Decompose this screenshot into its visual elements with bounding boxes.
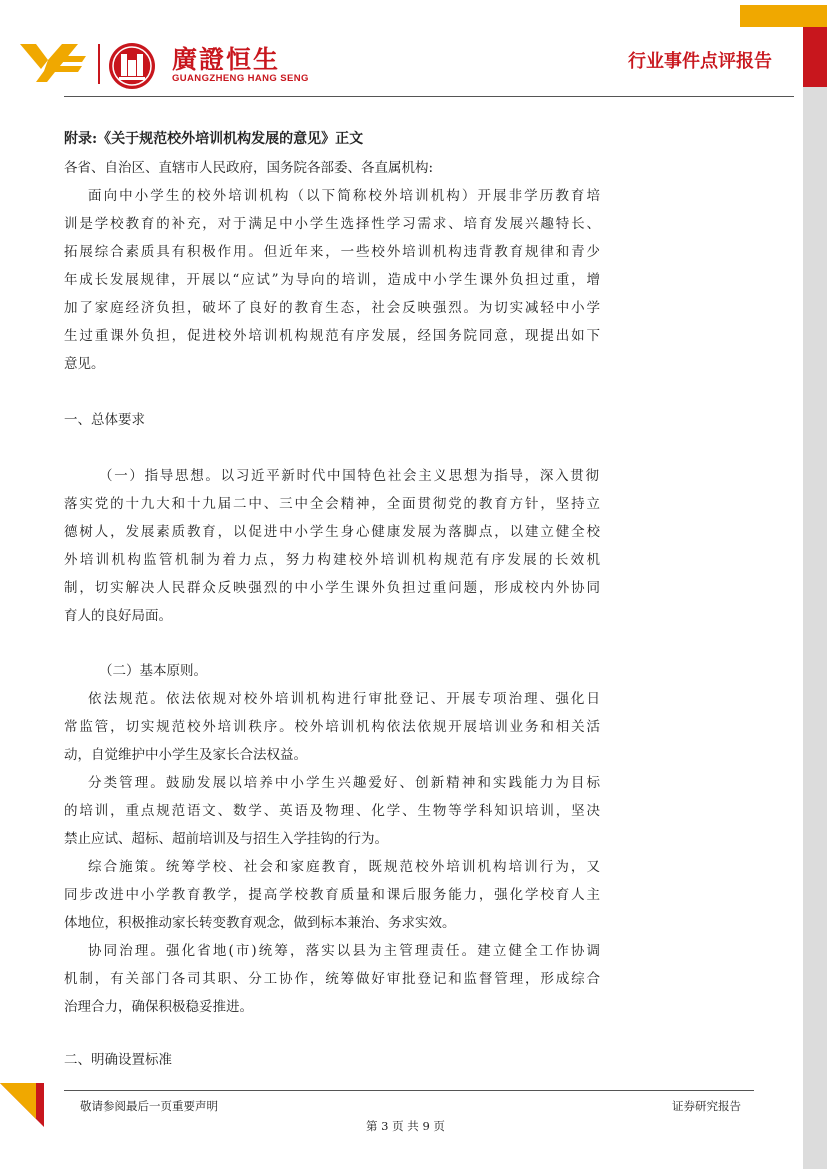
guiding-line: 德树人，发展素质教育，以促进中小学生身心健康发展为落脚点，以建立健全校: [64, 524, 600, 540]
intro-line: 面向中小学生的校外培训机构（以下简称校外培训机构）开展非学历教育培: [88, 188, 600, 204]
intro-line: 年成长发展规律，开展以“应试”为导向的培训，造成中小学生课外负担过重，增: [64, 272, 600, 288]
principle-law-line: 常监管，切实规范校外培训秩序。校外培训机构依法依规开展培训业务和相关活: [64, 719, 600, 735]
intro-line: 拓展综合素质具有积极作用。但近年来，一些校外培训机构违背教育规律和青少: [64, 244, 600, 260]
principle-coop-line: 协同治理。强化省地(市)统筹，落实以县为主管理责任。建立健全工作协调: [88, 943, 600, 959]
appendix-title: 附录:《关于规范校外培训机构发展的意见》正文: [64, 131, 364, 147]
principle-comp-line: 同步改进中小学教育教学，提高学校教育质量和课后服务能力，强化学校育人主: [64, 887, 600, 903]
principle-comp-line: 体地位，积极推动家长转变教育观念，做到标本兼治、务求实效。: [64, 915, 456, 931]
side-accent-red: [803, 27, 827, 87]
report-category: 证券研究报告: [672, 1099, 741, 1113]
principle-class-line: 分类管理。鼓励发展以培养中小学生兴趣爱好、创新精神和实践能力为目标: [88, 775, 600, 791]
guiding-line: 制，切实解决人民群众反映强烈的中小学生课外负担过重问题，形成校内外协同: [64, 580, 600, 596]
principle-law-line: 动，自觉维护中小学生及家长合法权益。: [64, 747, 307, 763]
intro-line: 生过重课外负担，促进校外培训机构规范有序发展，经国务院同意，现提出如下: [64, 328, 600, 344]
guiding-line: 外培训机构监管机制为着力点，努力构建校外培训机构规范有序发展的长效机: [64, 552, 600, 568]
principle-coop-line: 治理合力，确保积极稳妥推进。: [64, 999, 253, 1015]
ye-logo-icon: [20, 42, 88, 82]
principle-comp-line: 综合施策。统筹学校、社会和家庭教育，既规范校外培训机构培训行为，又: [88, 859, 600, 875]
principle-class-line: 的培训，重点规范语文、数学、英语及物理、化学、生物等学科知识培训，坚决: [64, 803, 600, 819]
guiding-line: 育人的良好局面。: [64, 608, 172, 624]
guiding-line: （一）指导思想。以习近平新时代中国特色社会主义思想为指导，深入贯彻: [99, 468, 599, 484]
principle-class-line: 禁止应试、超标、超前培训及与招生入学挂钩的行为。: [64, 831, 388, 847]
report-type-label: 行业事件点评报告: [628, 51, 772, 72]
brand-name-en: GUANGZHENG HANG SENG: [172, 73, 309, 84]
brand-name-cn: 廣證恒生: [172, 45, 281, 74]
logo-separator: [98, 44, 100, 84]
gzhs-seal-icon: [108, 42, 156, 90]
corner-accent-bottom-left: [0, 1083, 44, 1127]
principle-law-line: 依法规范。依法依规对校外培训机构进行审批登记、开展专项治理、强化日: [88, 691, 600, 707]
addressee: 各省、自治区、直辖市人民政府，国务院各部委、各直属机构:: [64, 160, 434, 176]
page-number: 第 3 页 共 9 页: [366, 1119, 445, 1133]
side-accent-gray: [803, 87, 827, 1169]
footer-divider: [64, 1090, 754, 1091]
principle-coop-line: 机制，有关部门各司其职、分工协作，统筹做好审批登记和监督管理，形成综合: [64, 971, 600, 987]
intro-line: 训是学校教育的补充，对于满足中小学生选择性学习需求、培育发展兴趣特长、: [64, 216, 600, 232]
intro-line: 加了家庭经济负担，破坏了良好的教育生态，社会反映强烈。为切实减轻中小学: [64, 300, 600, 316]
principles-heading: （二）基本原则。: [99, 663, 207, 679]
disclaimer-note: 敬请参阅最后一页重要声明: [80, 1099, 218, 1113]
header-divider: [64, 96, 794, 97]
intro-line: 意见。: [64, 356, 105, 372]
corner-accent-top-right: [740, 5, 827, 27]
guiding-line: 落实党的十九大和十九届二中、三中全会精神，全面贯彻党的教育方针，坚持立: [64, 496, 600, 512]
section-heading-general: 一、总体要求: [64, 412, 145, 428]
section-heading-standards: 二、明确设置标准: [64, 1052, 172, 1068]
